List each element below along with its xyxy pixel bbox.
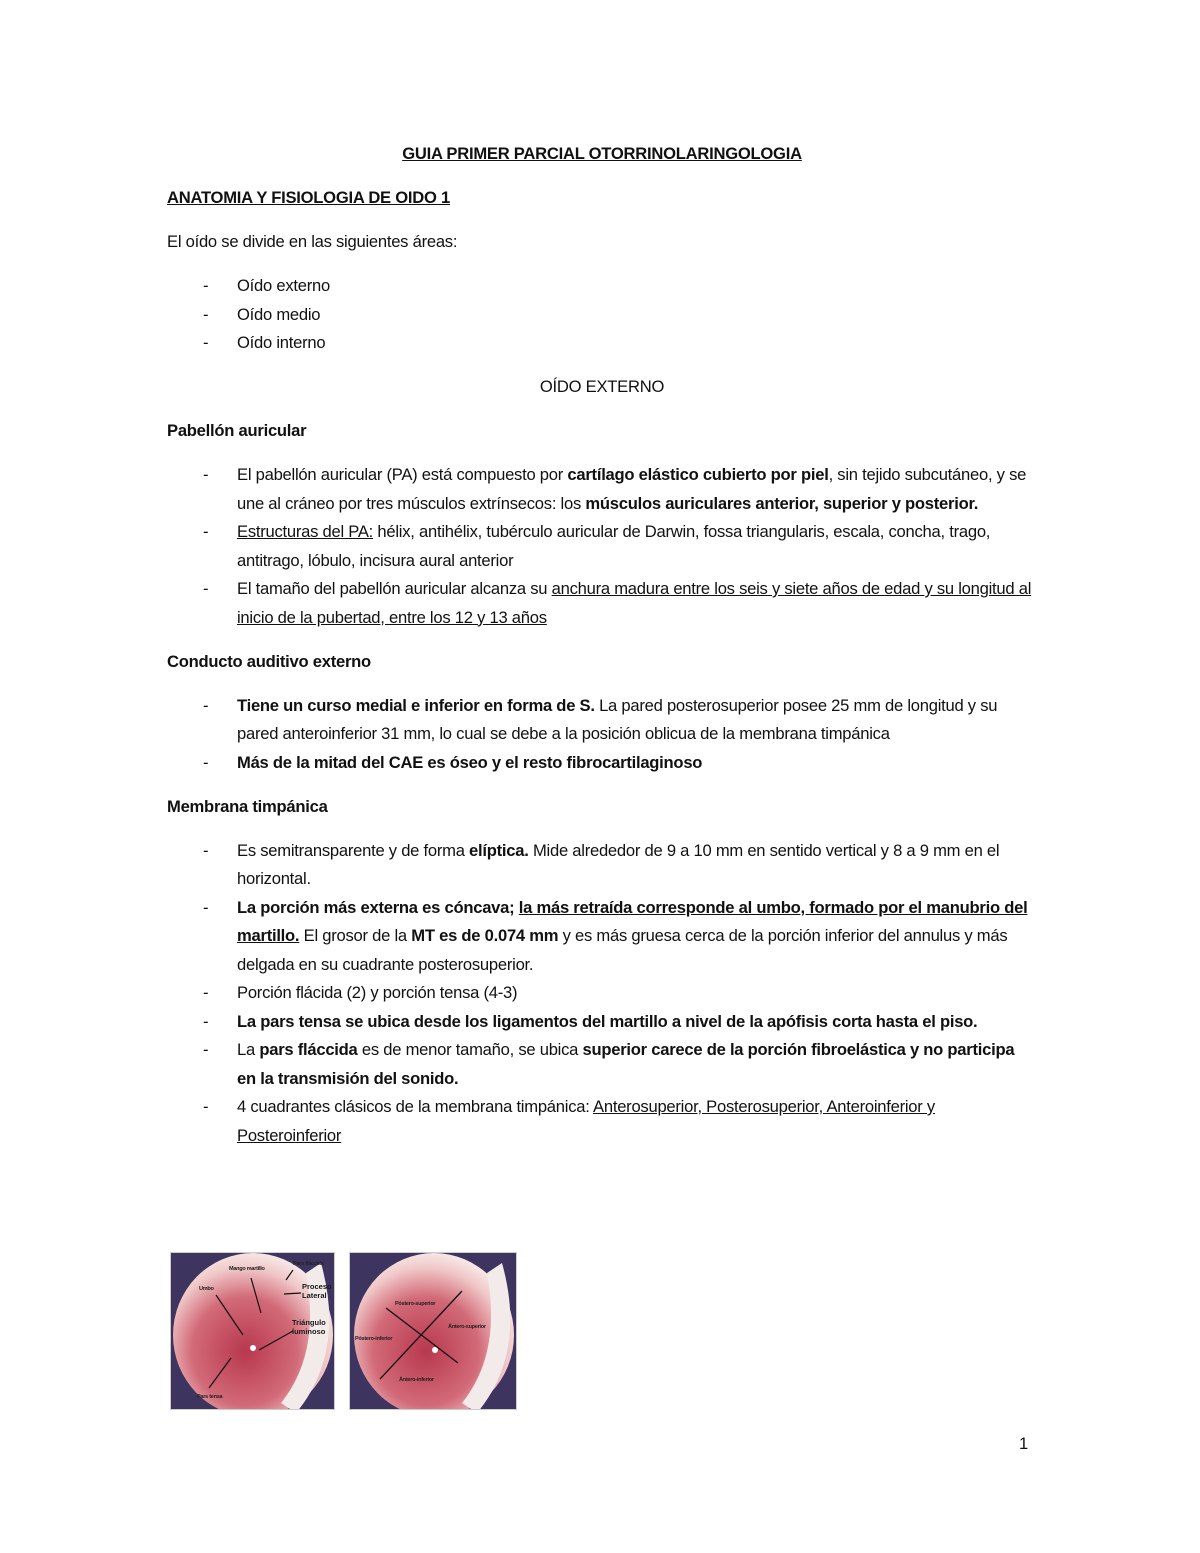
block-heading: Conducto auditivo externo xyxy=(167,651,371,671)
bullet-dash: - xyxy=(203,579,209,598)
tympanic-membrane-quadrants-image xyxy=(349,1252,517,1410)
text-segment: Anterosuperior, Posterosuperior, Anteroinferior y Posteroinferior xyxy=(237,1097,935,1145)
bullet-dash: - xyxy=(203,1040,209,1059)
bullet-dash: - xyxy=(203,1097,209,1116)
figure-label: Póstero-superior xyxy=(395,1301,436,1307)
bullet-dash: - xyxy=(203,695,209,715)
section-heading: ANATOMIA Y FISIOLOGIA DE OIDO 1 xyxy=(167,188,450,207)
text-segment: , sin tejido subcutáneo, y se une al cráneo por tres músculos extrínsecos: los xyxy=(237,465,1027,513)
bullet-dash: - xyxy=(203,522,209,541)
figure-label: Ántero-inferior xyxy=(399,1377,434,1383)
text-segment: superior carece de la porción fibroelástica y no participa en la transmisión del sonido. xyxy=(237,1040,1015,1088)
text-segment: Mide alrededor de 9 a 10 mm en sentido vertical y 8 a 9 mm en el horizontal. xyxy=(237,840,1000,888)
areas-list xyxy=(167,272,1037,358)
list-item: - Oído interno xyxy=(203,333,326,352)
list-item xyxy=(167,461,1037,518)
list-item: - Oído externo xyxy=(203,276,330,295)
figure-label: Póstero-inferior xyxy=(355,1336,393,1342)
bullet-list xyxy=(167,461,1037,632)
text-segment: pars fláccida xyxy=(259,1040,358,1059)
text-segment: la más retraída corresponde al umbo, formado por el manubrio del martillo. xyxy=(237,897,1028,945)
list-item xyxy=(167,979,1037,1008)
text-segment: Porción flácida (2) y porción tensa (4-3) xyxy=(237,983,518,1002)
text-segment: Tiene un curso medial e inferior en forma de S. xyxy=(237,695,595,715)
text-segment: El grosor de la xyxy=(299,926,412,945)
figure-label: Pars tensa xyxy=(197,1394,223,1400)
intro-text: El oído se divide en las siguientes áreas: xyxy=(167,232,458,251)
list-item xyxy=(167,1093,1037,1150)
text-segment: La porción más externa es cóncava; xyxy=(237,897,519,917)
bullet-dash: - xyxy=(203,465,209,484)
list-item xyxy=(167,749,1037,778)
figure-label-proceso-lateral: Proceso Lateral xyxy=(302,1282,332,1300)
content-blocks xyxy=(167,417,1037,1150)
list-item xyxy=(167,1036,1037,1093)
text-segment: Estructuras del PA: xyxy=(237,522,374,541)
text-segment: es de menor tamaño, se ubica xyxy=(357,1040,583,1059)
text-segment: anchura madura entre los seis y siete años de edad y su longitud al inicio de la pubertad, entre los 12 y 13 años xyxy=(237,579,1032,627)
bullet-dash: - xyxy=(203,840,209,860)
tympanic-membrane-anatomy-image xyxy=(170,1252,335,1410)
list-item xyxy=(167,1008,1037,1037)
text-segment: cartílago elástico cubierto por piel xyxy=(567,465,829,484)
list-item xyxy=(167,894,1037,980)
list-item xyxy=(167,575,1037,632)
text-segment: Más de la mitad del CAE es óseo y el resto fibrocartilaginoso xyxy=(237,752,703,772)
page-number: 1 xyxy=(1019,1434,1028,1453)
subsection-heading: OÍDO EXTERNO xyxy=(539,377,665,396)
list-item xyxy=(167,692,1037,749)
text-segment: elíptica. xyxy=(469,840,529,860)
figure-label: Mango martillo xyxy=(229,1266,265,1272)
bullet-list xyxy=(167,837,1037,1151)
text-segment: El pabellón auricular (PA) está compuesto por xyxy=(237,465,568,484)
text-segment: 4 cuadrantes clásicos de la membrana timpánica: xyxy=(237,1097,594,1116)
bullet-list xyxy=(167,692,1037,778)
document-title: GUIA PRIMER PARCIAL OTORRINOLARINGOLOGIA xyxy=(402,144,802,163)
block-heading: Pabellón auricular xyxy=(167,421,307,440)
text-segment: Es semitransparente y de forma xyxy=(237,840,470,860)
text-segment: hélix, antihélix, tubérculo auricular de Darwin, fossa triangularis, escala, concha, trago, antitrago, lóbulo, incisura aural anterior xyxy=(237,522,991,570)
text-segment: La pared posterosuperior posee 25 mm de longitud y su pared anteroinferior 31 mm, lo cual se debe a la posición oblicua de la membrana timpánica xyxy=(237,695,998,743)
figure-label: Pars fláccida xyxy=(293,1261,324,1267)
text-segment: El tamaño del pabellón auricular alcanza su xyxy=(237,579,552,598)
figure-label-triangulo-luminoso: Triángulo luminoso xyxy=(292,1318,326,1336)
list-item xyxy=(167,837,1037,894)
bullet-dash: - xyxy=(203,983,209,1002)
text-segment: músculos auriculares anterior, superior y posterior. xyxy=(585,493,979,513)
document-body xyxy=(167,140,1037,1166)
block-heading: Membrana timpánica xyxy=(167,796,328,816)
figure-label: Umbo xyxy=(199,1286,214,1292)
text-segment: y es más gruesa cerca de la porción inferior del annulus y más delgada en su cuadrante posterosuperior. xyxy=(237,926,1008,974)
bullet-dash: - xyxy=(203,752,209,772)
list-item: - Oído medio xyxy=(203,304,321,324)
list-item xyxy=(167,518,1037,575)
text-segment: MT es de 0.074 mm xyxy=(411,926,559,945)
text-segment: La xyxy=(237,1040,260,1059)
text-segment: La pars tensa se ubica desde los ligamentos del martillo a nivel de la apófisis corta hasta el piso. xyxy=(237,1011,978,1031)
bullet-dash: - xyxy=(203,1011,209,1031)
figure-label: Ántero-superior xyxy=(448,1324,486,1330)
bullet-dash: - xyxy=(203,897,209,917)
